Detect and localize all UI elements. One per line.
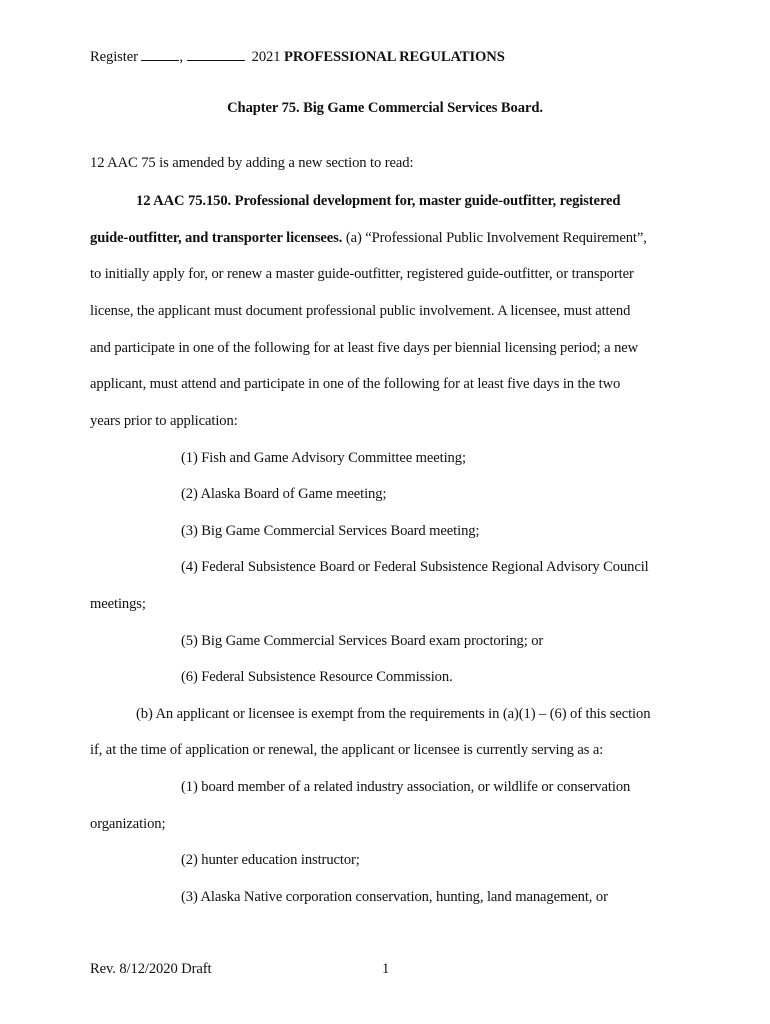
paragraph-a-line: license, the applicant must document professional public involvement. A licensee, must attend bbox=[90, 303, 631, 319]
header-section-title: PROFESSIONAL REGULATIONS bbox=[284, 49, 505, 65]
list-item-continued: organization; bbox=[90, 816, 166, 832]
paragraph-b: (b) An applicant or licensee is exempt from the requirements in (a)(1) – (6) of this section bbox=[136, 706, 651, 722]
list-item: (1) board member of a related industry association, or wildlife or conservation bbox=[181, 779, 631, 795]
revision-label: Rev. 8/12/2020 Draft bbox=[90, 961, 212, 977]
register-comma: , bbox=[179, 49, 183, 65]
section-heading-end: guide-outfitter, and transporter licensees. bbox=[90, 230, 343, 246]
list-item: (1) Fish and Game Advisory Committee meeting; bbox=[181, 450, 466, 466]
paragraph-a-line: applicant, must attend and participate in one of the following for at least five days in the two bbox=[90, 376, 621, 392]
section-heading-continued bbox=[90, 229, 647, 247]
paragraph-b-continued: if, at the time of application or renewal, the applicant or licensee is currently serving as a: bbox=[90, 742, 604, 758]
list-item: (3) Alaska Native corporation conservation, hunting, land management, or bbox=[181, 889, 608, 905]
list-item-continued: meetings; bbox=[90, 596, 146, 612]
running-header bbox=[90, 47, 505, 66]
register-blank-month bbox=[187, 47, 245, 61]
register-label: Register bbox=[90, 49, 138, 65]
chapter-title: Chapter 75. Big Game Commercial Services Board. bbox=[227, 100, 543, 116]
list-item: (3) Big Game Commercial Services Board meeting; bbox=[181, 523, 480, 539]
list-item: (2) hunter education instructor; bbox=[181, 852, 360, 868]
section-heading: 12 AAC 75.150. Professional development for, master guide-outfitter, registered bbox=[136, 193, 621, 209]
header-year: 2021 bbox=[251, 49, 281, 65]
page-number: 1 bbox=[382, 961, 390, 977]
paragraph-a-line: years prior to application: bbox=[90, 413, 238, 429]
register-blank-volume bbox=[141, 47, 179, 61]
list-item: (5) Big Game Commercial Services Board exam proctoring; or bbox=[181, 633, 544, 649]
paragraph-a-line: and participate in one of the following for at least five days per biennial licensing period; a new bbox=[90, 340, 639, 356]
list-item: (2) Alaska Board of Game meeting; bbox=[181, 486, 387, 502]
paragraph-a-line: to initially apply for, or renew a master guide-outfitter, registered guide-outfitter, or transporter bbox=[90, 266, 634, 282]
paragraph-a-start: (a) “Professional Public Involvement Requirement”, bbox=[342, 230, 647, 246]
amendment-intro: 12 AAC 75 is amended by adding a new section to read: bbox=[90, 155, 414, 171]
list-item: (4) Federal Subsistence Board or Federal Subsistence Regional Advisory Council bbox=[181, 559, 649, 575]
list-item: (6) Federal Subsistence Resource Commission. bbox=[181, 669, 453, 685]
